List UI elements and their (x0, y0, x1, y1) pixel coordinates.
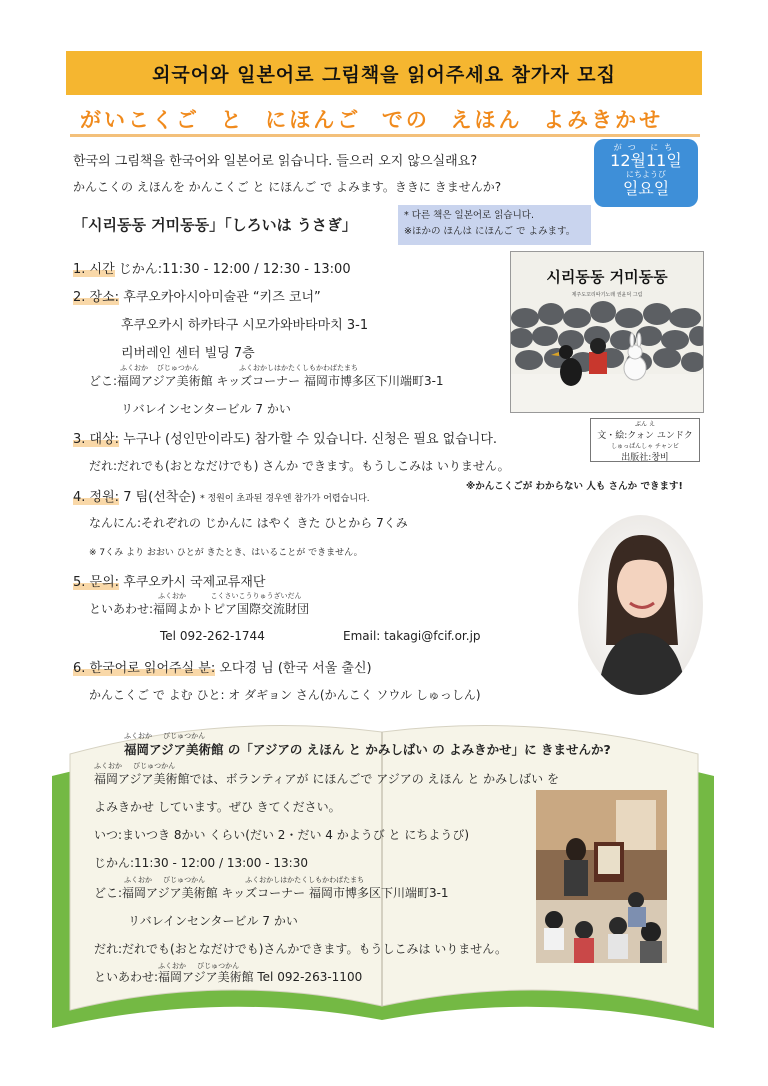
lower-ruby-1: ふくおか びじゅつかん (94, 762, 176, 770)
target-japanese: だれ:だれでも(おとなだけでも) さんか できます。もうしこみは いりません。 (89, 459, 510, 473)
contact-label: 5. 문의: (73, 575, 120, 590)
place-korean-3: 리버레인 센터 빌딩 7층 (121, 346, 255, 361)
item-capacity (73, 486, 370, 505)
contact-ruby: ふくおか こくさいこうりゅうざいだん (158, 592, 302, 600)
language-warning: ※かんこくごが わからない 人も さんか できます! (466, 481, 683, 492)
subtitle: がいこくご と にほんご での えほん よみきかせ (80, 108, 664, 132)
lower-heading-ruby: ふくおか びじゅつかん (124, 732, 206, 740)
contact-email: Email: takagi@fcif.or.jp (343, 629, 481, 643)
date-ruby: がつ にち (613, 143, 679, 152)
storytelling-photo-art (536, 790, 667, 963)
lower-line-1: 福岡アジア美術館では、ボランティアが にほんごで アジアの えほん と かみしばい を (94, 772, 559, 786)
reader-portrait (578, 515, 703, 695)
cover-title: 시리동동 거미동동 (546, 268, 668, 286)
place-japanese-2: リバレインセンタービル 7 かい (121, 402, 291, 416)
other-books-note (398, 205, 591, 245)
contact-japanese: といあわせ:福岡よかトピア国際交流財団 (89, 602, 310, 616)
lower-line-8: といあわせ:福岡アジア美術館 Tel 092-263-1100 (94, 970, 363, 984)
time-label: 1. 시간 (73, 262, 115, 277)
lower-ruby-8: ふくおか びじゅつかん (158, 962, 240, 970)
credit-ruby-1: ぶん え (635, 421, 655, 428)
capacity-label: 4. 정원: (73, 490, 120, 505)
reader-korean: 오다경 님 (한국 서울 출신) (219, 661, 372, 676)
storytelling-photo (536, 790, 667, 963)
lower-line-4: じかん:11:30 - 12:00 / 13:00 - 13:30 (94, 856, 308, 870)
date-badge (594, 139, 698, 207)
subtitle-underline (70, 134, 700, 137)
book-cover-art (511, 252, 703, 412)
capacity-japanese: なんにん:それぞれの じかんに はやく きた ひとから 7くみ (89, 516, 408, 530)
place-ruby: ふくおか びじゅつかん ふくおかしはかたくしもかわばたまち (120, 364, 358, 372)
portrait-art (578, 515, 703, 695)
item-time (73, 258, 351, 277)
weekday-ruby: にちようび (626, 170, 666, 179)
time-text: じかん:11:30 - 12:00 / 12:30 - 13:00 (118, 262, 351, 277)
reader-label: 6. 한국어로 읽어주실 분: (73, 661, 216, 676)
date-day: 12월11일 (610, 151, 682, 170)
lower-ruby-5: ふくおか びじゅつかん ふくおかしはかたくしもかわばたまち (124, 876, 365, 884)
lower-line-6: リバレインセンタービル 7 かい (128, 914, 298, 928)
lower-heading: 福岡アジア美術館 の「アジアの えほん と かみしばい の よみきかせ」に きませんか? (124, 742, 611, 757)
credit-author: 文・絵:クォン ユンドク (597, 431, 693, 441)
place-korean-1: 후쿠오카아시아미술관 “키즈 코너” (123, 290, 321, 305)
item-contact (73, 571, 265, 590)
target-label: 3. 대상: (73, 432, 120, 447)
lower-line-3: いつ:まいつき 8かい くらい(だい 2・だい 4 かようび と にちようび) (94, 828, 470, 842)
date-weekday: 일요일 (622, 179, 670, 198)
book-titles: 「시리동동 거미동동」「しろいは うさぎ」 (73, 216, 357, 234)
capacity-japanese-note: ※ 7くみ より おおい ひとが きたとき、はいることが できません。 (89, 548, 363, 558)
lower-line-7: だれ:だれでも(おとなだけでも)さんかできます。もうしこみは いりません。 (94, 942, 507, 956)
target-korean: 누구나 (성인만이라도) 참가할 수 있습니다. 신청은 필요 없습니다. (123, 432, 498, 447)
place-japanese-1: どこ:福岡アジア美術館 キッズコーナー 福岡市博多区下川端町3-1 (89, 374, 444, 388)
item-reader (73, 657, 372, 676)
book-credit (590, 418, 700, 462)
item-target (73, 428, 497, 447)
item-place (73, 286, 321, 305)
lower-line-2: よみきかせ しています。ぜひ きてください。 (94, 800, 341, 814)
title-banner (66, 51, 702, 95)
place-label: 2. 장소: (73, 290, 120, 305)
intro-japanese: かんこくの えほんを かんこくご と にほんご で よみます。ききに きませんか? (73, 180, 502, 194)
reader-japanese: かんこくご で よむ ひと: オ ダギョン さん(かんこく ソウル しゅっしん) (89, 688, 481, 702)
place-korean-2: 후쿠오카시 하카타구 시모가와바타마치 3-1 (121, 318, 369, 333)
note-korean: * 다른 책은 일본어로 읽습니다. (404, 210, 534, 221)
cover-subtitle: 제주도꼬리따기노래 권윤덕 그림 (571, 292, 643, 298)
capacity-note: * 정원이 초과된 경우엔 참가가 어렵습니다. (200, 494, 370, 504)
contact-korean: 후쿠오카시 국제교류재단 (123, 575, 266, 590)
note-japanese: ※ほかの ほんは にほんご で よみます。 (404, 226, 576, 237)
capacity-korean: 7 팀(선착순) (123, 490, 196, 505)
intro-korean: 한국의 그림책을 한국어와 일본어로 읽습니다. 들으러 오지 않으실래요? (73, 154, 478, 169)
credit-ruby-2: しゅっぱんしゃ チャンビ (611, 443, 679, 450)
contact-tel: Tel 092-262-1744 (160, 629, 265, 643)
banner-text: 외국어와 일본어로 그림책을 읽어주세요 참가자 모집 (152, 63, 616, 86)
credit-publisher: 出版社:창비 (621, 453, 669, 463)
lower-line-5: どこ:福岡アジア美術館 キッズコーナー 福岡市博多区下川端町3-1 (94, 886, 449, 900)
book-cover-image (510, 251, 704, 413)
